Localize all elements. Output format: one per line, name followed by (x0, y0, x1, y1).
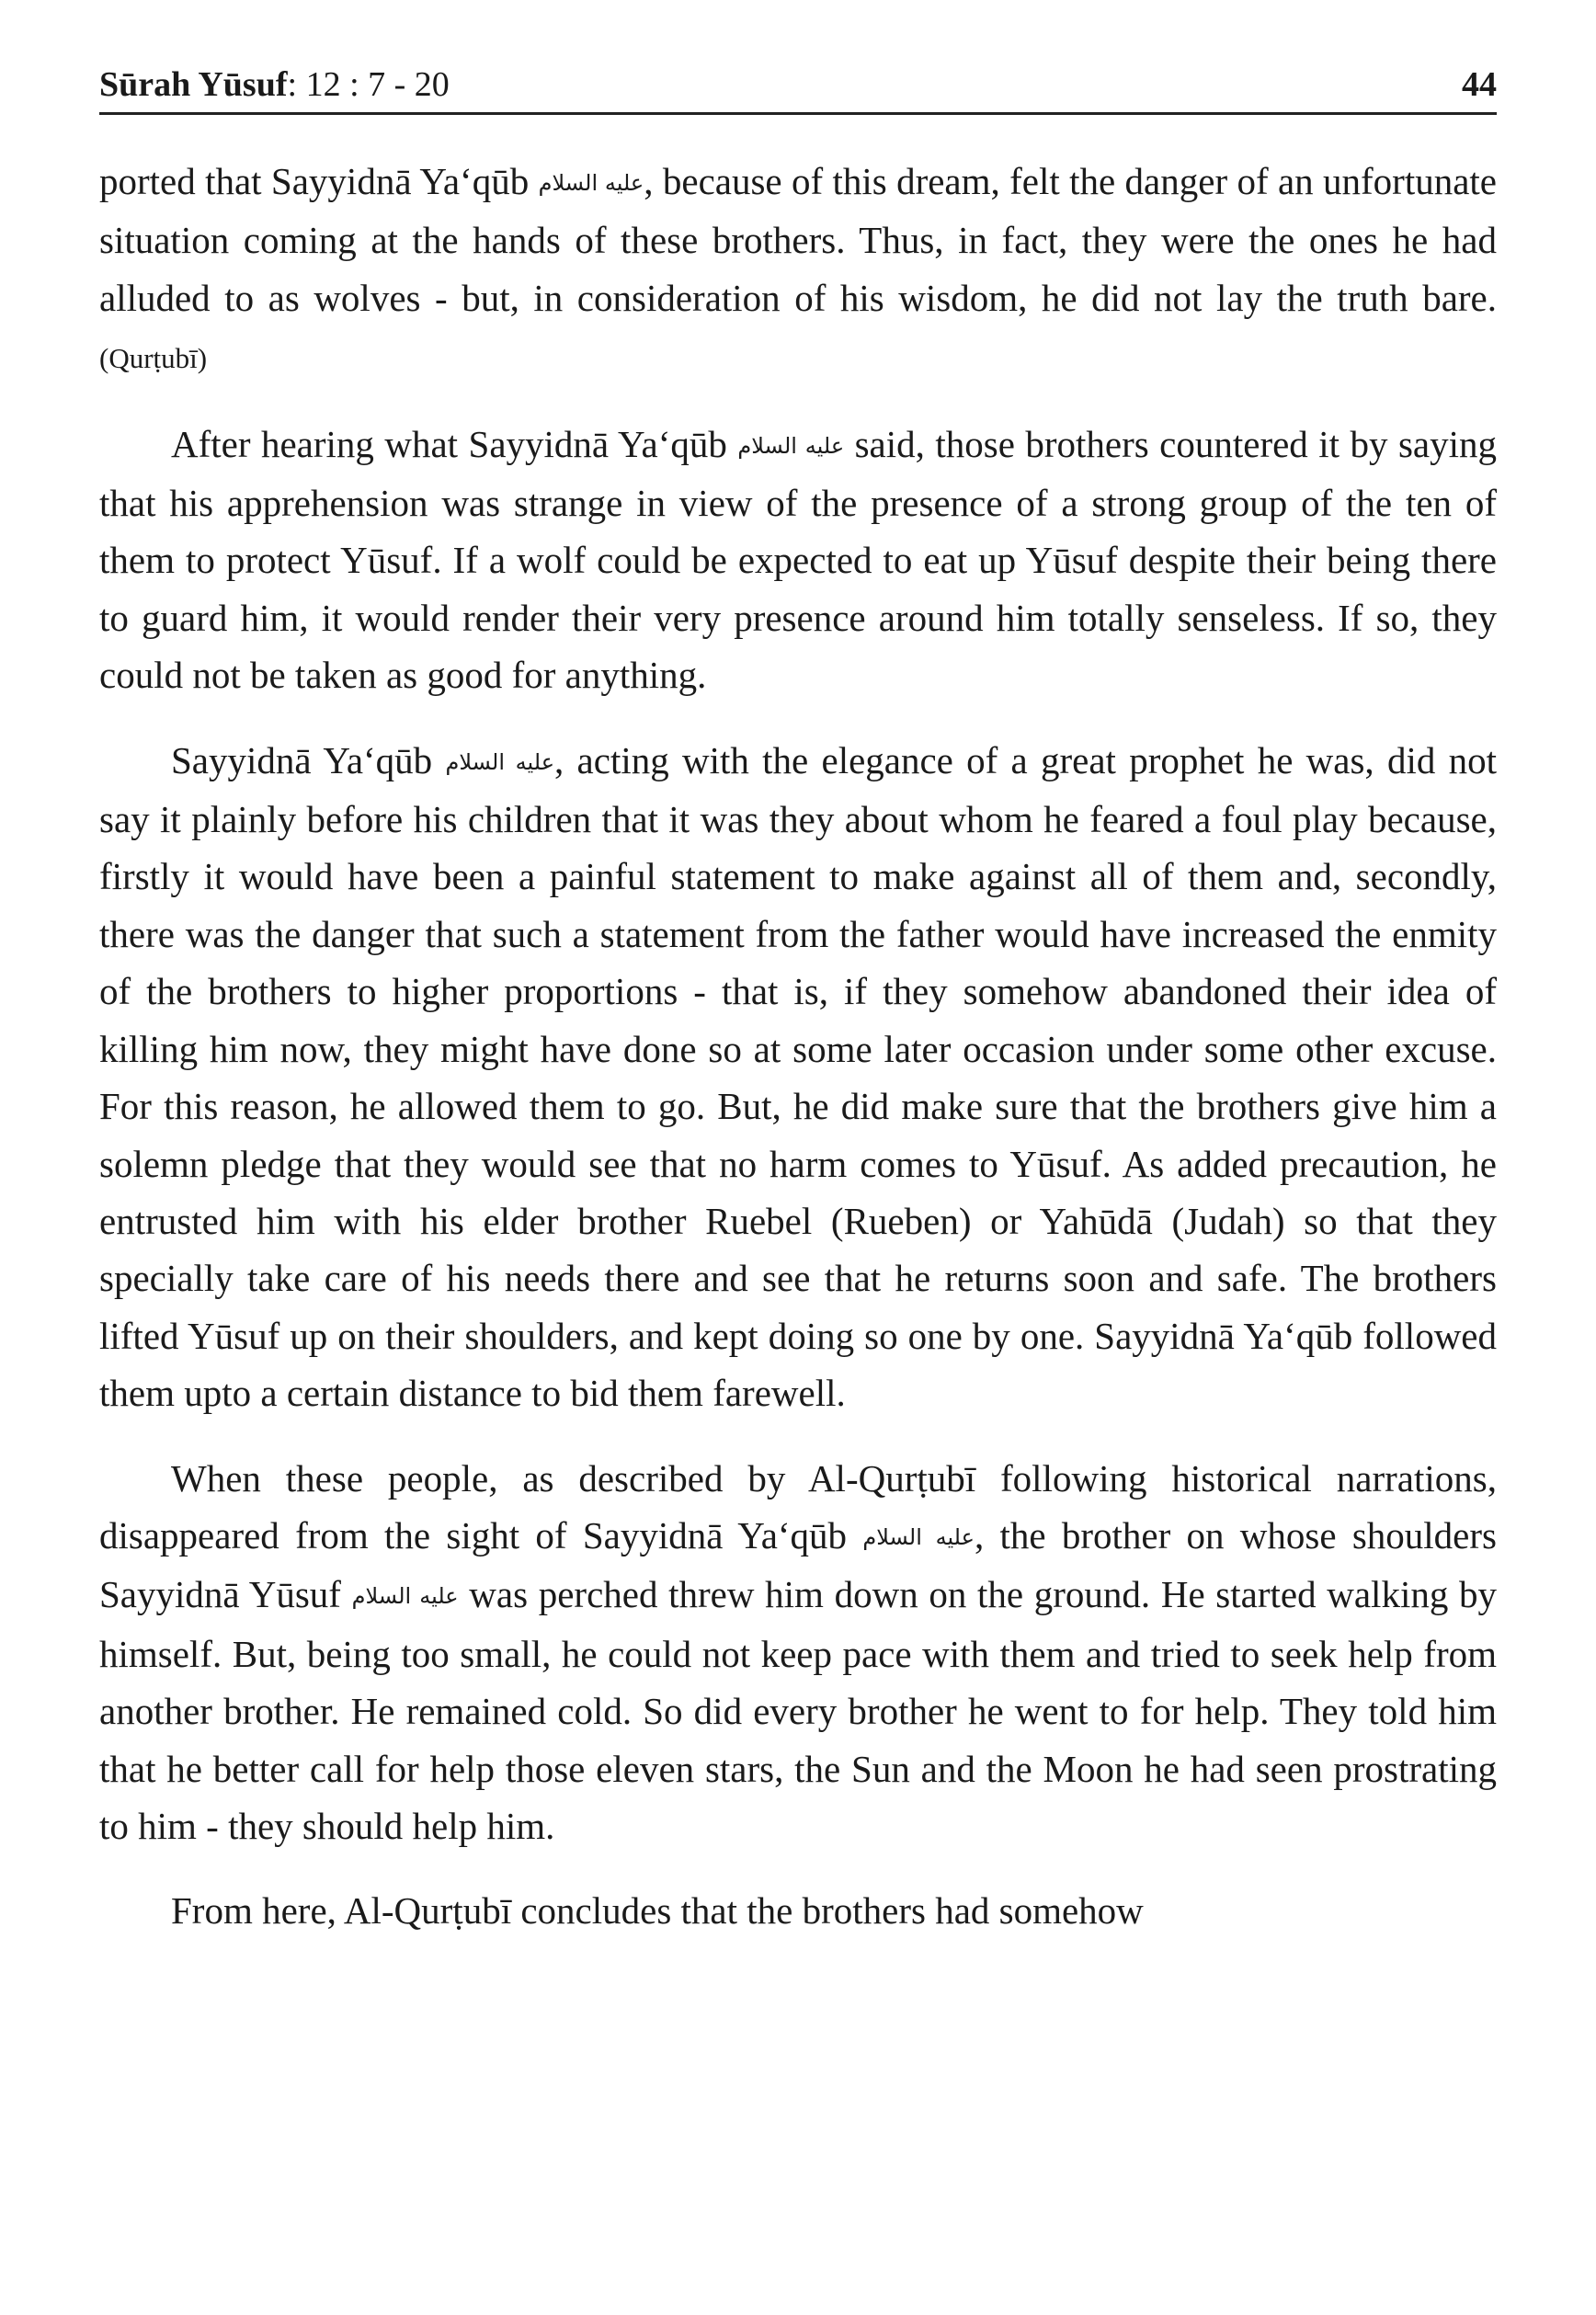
paragraph-1-text-a: ported that Sayyidnā Ya‘qūb (99, 160, 539, 202)
verse-reference: : 12 : 7 - 20 (287, 65, 450, 104)
paragraph-5-text-a: From here, Al-Qurṭubī concludes that the brothers had somehow (171, 1889, 1144, 1933)
header-title (99, 64, 450, 105)
honorific-glyph: عليه السلام (351, 1583, 459, 1610)
paragraph-4-text-a: When these people, as described by Al-Qurṭubī following historical narrations, disappeared from the sight of Sayyidnā Ya‘qūb (99, 1456, 1497, 1557)
paragraph-1-text-b: , because of this dream, felt the danger of an unfortunate situation coming at the hands of these brothers. Thus, in fact, they were the ones he had alluded to as wolves - but, in consideration of his wisdom, he did not lay the truth bare. (99, 160, 1498, 319)
honorific-glyph: عليه السلام (538, 170, 644, 196)
paragraph-4-text-c: was perched threw him down on the ground. He started walking by himself. But, being too small, he could not keep pace with them and tried to seek help from another brother. He remained cold. So did every brother he went to for help. They told him that he better call for help those eleven stars, the Sun and the Moon he had seen prostrating to him - they should help him. (99, 1573, 1498, 1847)
paragraph-2 (99, 416, 1497, 704)
page-body (99, 153, 1497, 1967)
citation: (Qurṭubī) (99, 342, 208, 375)
paragraph-4-text-b: , the brother on whose shoulders Sayyidnā Yūsuf (99, 1513, 1497, 1616)
paragraph-4 (99, 1450, 1497, 1855)
honorific-glyph: عليه السلام (862, 1523, 975, 1550)
paragraph-2-text-b: said, those brothers countered it by saying that his apprehension was strange in view of the presence of a strong group of the ten of them to protect Yūsuf. If a wolf could be expected to eat up Yūsuf despite their being there to guard him, it would render their very presence around him totally senseless. If so, they could not be taken as good for anything. (99, 422, 1497, 697)
surah-name: Sūrah Yūsuf (99, 65, 288, 104)
honorific-glyph: عليه السلام (737, 432, 845, 459)
honorific-glyph: عليه السلام (445, 748, 555, 775)
paragraph-2-text-a: After hearing what Sayyidnā Ya‘qūb (171, 422, 738, 465)
page-number: 44 (1462, 65, 1497, 104)
paragraph-5 (99, 1882, 1497, 1939)
paragraph-3-text-a: Sayyidnā Ya‘qūb (171, 738, 446, 781)
paragraph-1 (99, 153, 1497, 388)
running-header (99, 57, 1497, 115)
paragraph-3 (99, 732, 1497, 1422)
paragraph-3-text-b: , acting with the elegance of a great prophet he was, did not say it plainly before his children that it was they about whom he feared a foul play because, firstly it would have been a painful statement to make against all of them and, secondly, there was the danger that such a statement from the father would have increased the enmity of the brothers to higher proportions - that is, if they somehow abandoned their idea of killing him now, they might have done so at some later occasion under some other excuse. For this reason, he allowed them to go. But, he did make sure that the brothers give him a solemn pledge that they would see that no harm comes to Yūsuf. As added precaution, he entrusted him with his elder brother Ruebel (Rueben) or Yahūdā (Judah) so that they specially take care of his needs there and see that he returns soon and safe. The brothers lifted Yūsuf up on their shoulders, and kept doing so one by one. Sayyidnā Ya‘qūb followed them upto a certain distance to bid them farewell. (99, 738, 1497, 1415)
